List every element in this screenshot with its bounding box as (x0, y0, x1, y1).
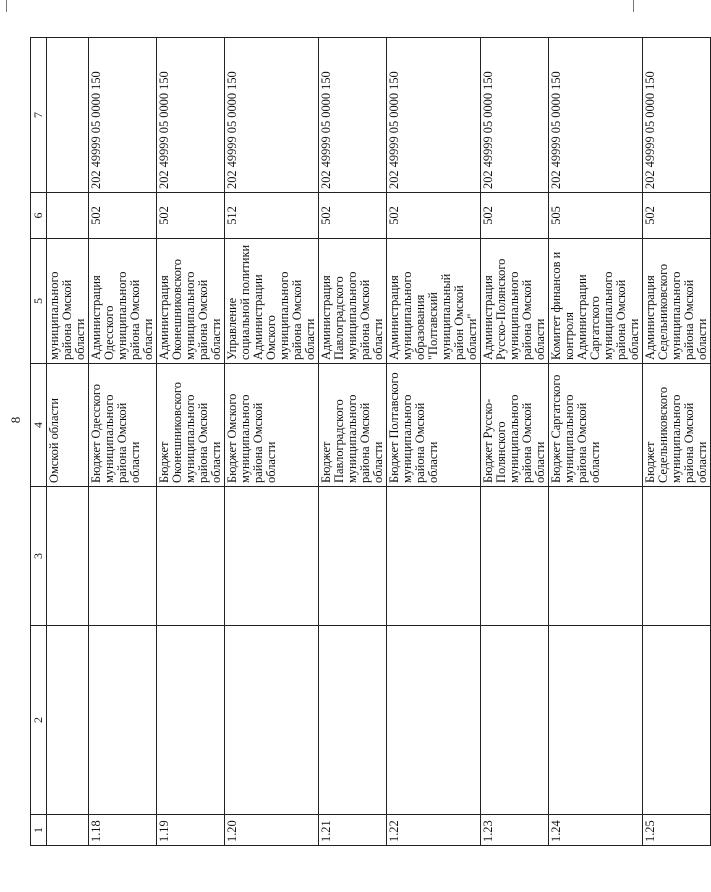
table-row (481, 38, 549, 846)
header-cell-4: 4 (31, 364, 47, 487)
table-row (643, 38, 711, 846)
header-cell-2: 2 (31, 626, 47, 815)
cell-admin: муниципального района Омской области (47, 239, 89, 364)
rotated-table-container (30, 38, 709, 846)
table-row (89, 38, 157, 846)
cell-kbk: 202 49999 05 0000 150 (157, 38, 225, 193)
scan-edge-mark (633, 0, 634, 12)
table-row (387, 38, 481, 846)
cell-code: 502 (387, 193, 481, 239)
cell-code: 502 (89, 193, 157, 239)
cell-budget: Бюджет Одесского муниципального района Омской области (89, 364, 157, 487)
cell-budget: Бюджет Павлоградского муниципального района Омской области (319, 364, 387, 487)
cell-code (47, 193, 89, 239)
table-row (157, 38, 225, 846)
cell-admin: Администрация Седельниковского муниципального района Омской области (643, 239, 711, 364)
cell-col2 (157, 626, 225, 815)
cell-budget: Бюджет Полтавского муниципального района Омской области (387, 364, 481, 487)
cell-code: 512 (225, 193, 319, 239)
cell-col3 (387, 487, 481, 626)
cell-num: 1.23 (481, 815, 549, 846)
cell-kbk: 202 49999 05 0000 150 (643, 38, 711, 193)
cell-col2 (319, 626, 387, 815)
cell-num: 1.18 (89, 815, 157, 846)
cell-col3 (549, 487, 643, 626)
cell-code: 505 (549, 193, 643, 239)
cell-code: 502 (481, 193, 549, 239)
cell-budget: Омской области (47, 364, 89, 487)
cell-admin: Администрация Одесского муниципального района Омской области (89, 239, 157, 364)
cell-col2 (47, 626, 89, 815)
cell-budget: Бюджет Русско-Полянского муниципального района Омской области (481, 364, 549, 487)
cell-code: 502 (319, 193, 387, 239)
header-cell-6: 6 (31, 193, 47, 239)
cell-num: 1.19 (157, 815, 225, 846)
cell-col3 (225, 487, 319, 626)
cell-num: 1.21 (319, 815, 387, 846)
data-table (30, 37, 711, 846)
cell-budget: Бюджет Седельниковского муниципального района Омской области (643, 364, 711, 487)
cell-kbk: 202 49999 05 0000 150 (319, 38, 387, 193)
cell-col3 (319, 487, 387, 626)
cell-kbk: 202 49999 05 0000 150 (225, 38, 319, 193)
cell-code: 502 (643, 193, 711, 239)
cell-budget: Бюджет Оконешниковского муниципального района Омской области (157, 364, 225, 487)
header-cell-3: 3 (31, 487, 47, 626)
scan-edge-mark (6, 0, 7, 12)
page-number: 8 (8, 416, 23, 424)
cell-kbk: 202 49999 05 0000 150 (89, 38, 157, 193)
cell-kbk: 202 49999 05 0000 150 (387, 38, 481, 193)
cell-col2 (89, 626, 157, 815)
cell-col2 (643, 626, 711, 815)
cell-admin: Администрация Павлоградского муниципального района Омской области (319, 239, 387, 364)
cell-admin: Администрация Русско-Полянского муниципального района Омской области (481, 239, 549, 364)
cell-kbk (47, 38, 89, 193)
cell-col3 (481, 487, 549, 626)
cell-num: 1.22 (387, 815, 481, 846)
cell-num (47, 815, 89, 846)
header-row (31, 38, 47, 846)
cell-num: 1.24 (549, 815, 643, 846)
cell-col3 (47, 487, 89, 626)
cell-num: 1.25 (643, 815, 711, 846)
cell-col2 (225, 626, 319, 815)
cell-num: 1.20 (225, 815, 319, 846)
cell-col2 (549, 626, 643, 815)
cell-col3 (89, 487, 157, 626)
cell-code: 502 (157, 193, 225, 239)
cell-admin: Администрация муниципального образования "Полтавский муниципальный район Омской области" (387, 239, 481, 364)
cell-kbk: 202 49999 05 0000 150 (549, 38, 643, 193)
cell-budget: Бюджет Саргатского муниципального района Омской области (549, 364, 643, 487)
cell-kbk: 202 49999 05 0000 150 (481, 38, 549, 193)
cell-budget: Бюджет Омского муниципального района Омской области (225, 364, 319, 487)
cell-col2 (481, 626, 549, 815)
cell-admin: Управление социальной политики Администрации Омского муниципального района Омской области (225, 239, 319, 364)
header-cell-5: 5 (31, 239, 47, 364)
cell-col2 (387, 626, 481, 815)
table-row (225, 38, 319, 846)
continuation-row (47, 38, 89, 846)
header-cell-1: 1 (31, 815, 47, 846)
cell-admin: Администрация Оконешниковского муниципального района Омской области (157, 239, 225, 364)
cell-col3 (643, 487, 711, 626)
header-cell-7: 7 (31, 38, 47, 193)
cell-admin: Комитет финансов и контроля Администрации Саргатского муниципального района Омской области (549, 239, 643, 364)
table-row (549, 38, 643, 846)
cell-col3 (157, 487, 225, 626)
table-row (319, 38, 387, 846)
